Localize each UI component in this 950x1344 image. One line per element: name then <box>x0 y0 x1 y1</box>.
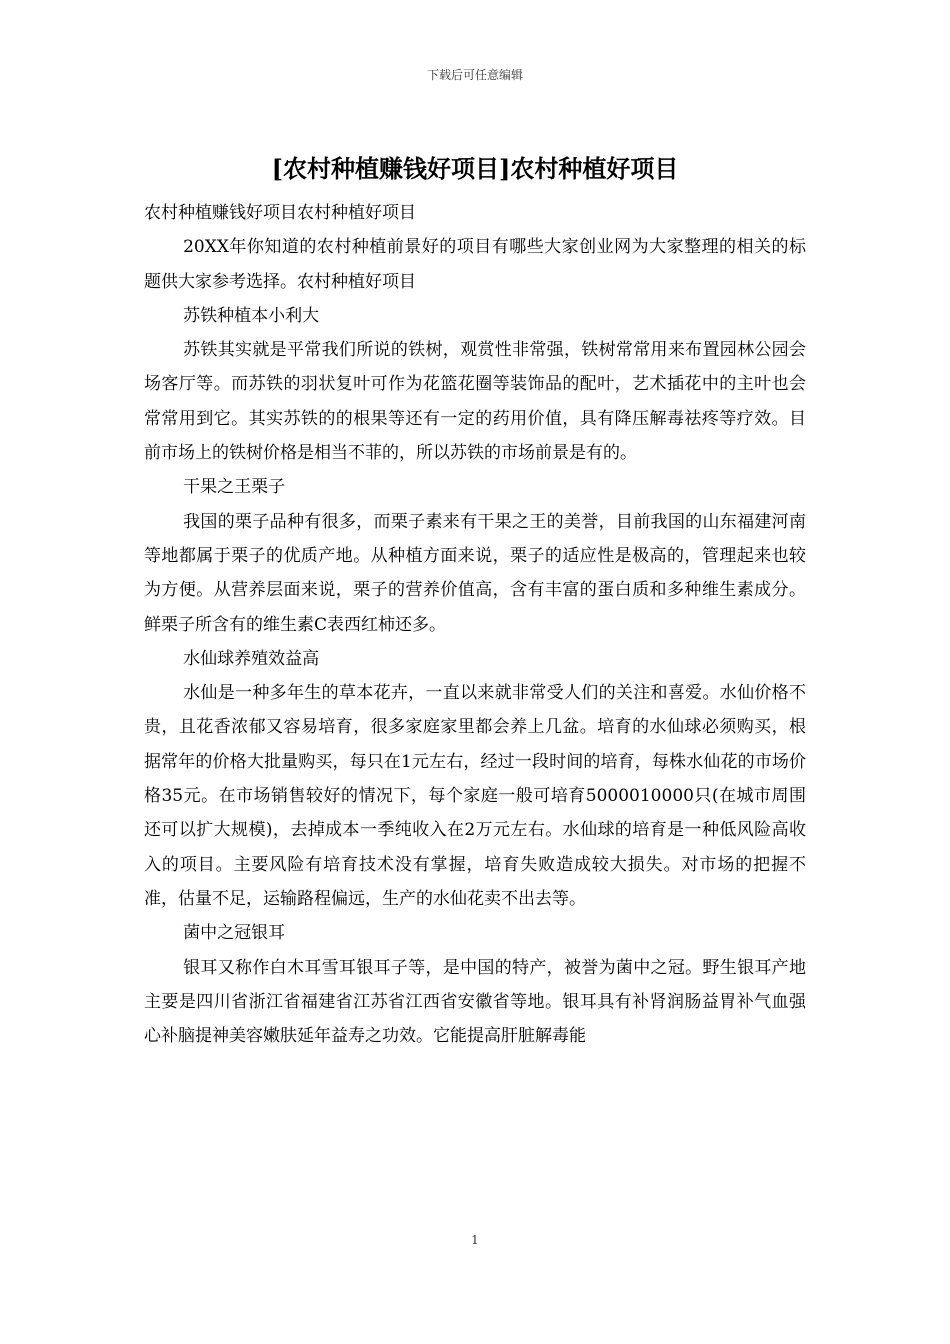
paragraph-narcissus: 水仙是一种多年生的草本花卉，一直以来就非常受人们的关注和喜爱。水仙价格不贵，且花香浓郁又容易培育，很多家庭家里都会养上几盆。培育的水仙球必须购买，根据常年的价格大批量购买，每只在1元左右，经过一段时间的培育，每株水仙花的市场价格35元。在市场销售较好的情况下，每个家庭一般可培育5000010000只(在城市周围还可以扩大规模)，去掉成本一季纯收入在2万元左右。水仙球的培育是一种低风险高收入的项目。主要风险有培育技术没有掌握，培育失败造成较大损失。对市场的把握不准，估量不足，运输路程偏远，生产的水仙花卖不出去等。 <box>144 683 806 909</box>
paragraph-intro: 20XX年你知道的农村种植前景好的项目有哪些大家创业网为大家整理的相关的标题供大家参考选择。农村种植好项目 <box>144 237 806 292</box>
section-heading-chestnut: 干果之王栗子 <box>183 477 286 498</box>
document-title: [农村种植赚钱好项目]农村种植好项目 <box>271 154 679 183</box>
paragraph-chestnut: 我国的栗子品种有很多，而栗子素来有干果之王的美誉，目前我国的山东福建河南等地都属于栗子的优质产地。从种植方面来说，栗子的适应性是极高的，管理起来也较为方便。从营养层面来说，栗子的营养价值高，含有丰富的蛋白质和多种维生素成分。鲜栗子所含有的维生素C表西红柿还多。 <box>144 511 806 635</box>
paragraph-subtitle: 农村种植赚钱好项目农村种植好项目 <box>144 203 416 223</box>
document-body <box>144 196 806 1053</box>
paragraph-tremella: 银耳又称作白木耳雪耳银耳子等，是中国的特产，被誉为菌中之冠。野生银耳产地主要是四川省浙江省福建省江苏省江西省安徽省等地。银耳具有补肾润肠益胃补气血强心补脑提神美容嫩肤延年益寿之功效。它能提高肝脏解毒能 <box>144 957 806 1047</box>
page-number: 1 <box>471 1233 479 1247</box>
paragraph-cycad: 苏铁其实就是平常我们所说的铁树，观赏性非常强，铁树常常用来布置园林公园会场客厅等。而苏铁的羽状复叶可作为花篮花圈等装饰品的配叶，艺术插花中的主叶也会常常用到它。其实苏铁的的根果等还有一定的药用价值，具有降压解毒祛疼等疗效。目前市场上的铁树价格是相当不菲的，所以苏铁的市场前景是有的。 <box>144 340 806 464</box>
section-heading-tremella: 菌中之冠银耳 <box>183 923 286 944</box>
page-header-note: 下载后可任意编辑 <box>426 68 523 82</box>
section-heading-narcissus: 水仙球养殖效益高 <box>183 648 320 669</box>
section-heading-cycad: 苏铁种植本小利大 <box>183 305 320 326</box>
